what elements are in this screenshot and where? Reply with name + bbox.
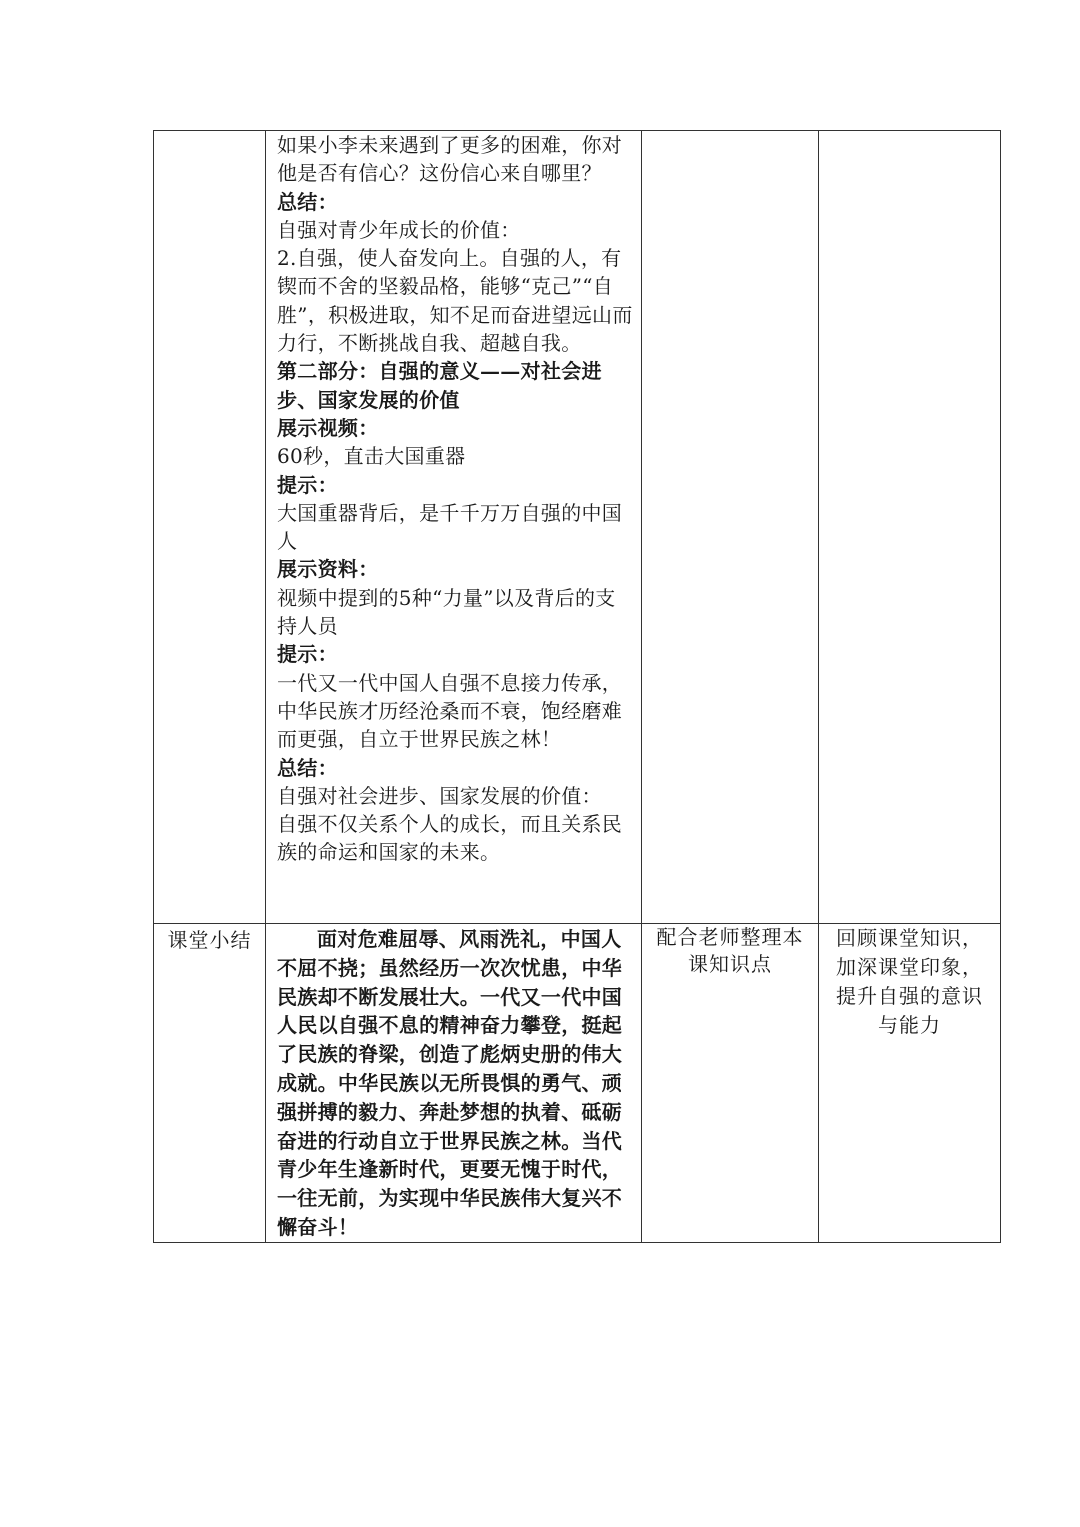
phase-label-class-summary: 课堂小结 <box>154 924 266 1243</box>
design-intent-line: 与能力 <box>878 1013 941 1037</box>
paragraph: 自强对社会进步、国家发展的价值： <box>277 783 602 808</box>
design-intent-line: 提升自强的意识 <box>836 984 983 1008</box>
paragraph: 大国重器背后，是千千万万自强的中国人 <box>277 500 623 554</box>
table-row-summary <box>154 924 1001 1243</box>
student-activity-line: 配合老师整理本 <box>656 925 804 949</box>
teacher-activity-cell <box>266 131 642 924</box>
paragraph: 2.自强，使人奋发向上。自强的人，有锲而不舍的坚毅品格，能够“克己”“自胜”，积极进取，知不足而奋进望远山而力行，不断挑战自我、超越自我。 <box>277 246 633 356</box>
paragraph: 一代又一代中国人自强不息接力传承，中华民族才历经沧桑而不衰，饱经磨难而更强，自立于世界民族之林！ <box>277 670 623 752</box>
heading-hint: 提示： <box>277 472 338 497</box>
student-activity-line: 课知识点 <box>688 952 772 976</box>
teacher-activity-text <box>266 131 641 867</box>
lesson-plan-table <box>153 130 1001 1243</box>
heading-hint: 提示： <box>277 642 338 667</box>
heading-show-material: 展示资料： <box>277 557 379 582</box>
design-intent-cell-empty <box>819 131 1001 924</box>
paragraph: 自强不仅关系个人的成长，而且关系民族的命运和国家的未来。 <box>277 812 623 865</box>
heading-show-video: 展示视频： <box>277 415 379 440</box>
heading-summary: 总结： <box>277 755 338 780</box>
summary-text: 面对危难屈辱、风雨洗礼，中国人不屈不挠；虽然经历一次次忧患，中华民族却不断发展壮大。一代又一代中国人民以自强不息的精神奋力攀登，挺起了民族的脊梁，创造了彪炳史册的伟大成就。中华民族以无所畏惧的勇气、顽强拼搏的毅力、奔赴梦想的执着、砥砺奋进的行动自立于世界民族之林。当代青少年生逢新时代，更要无愧于时代，一往无前，为实现中华民族伟大复兴不懈奋斗！ <box>277 927 623 1239</box>
student-activity-cell-empty <box>642 131 819 924</box>
heading-part-two: 第二部分：自强的意义——对社会进步、国家发展的价值 <box>277 359 602 412</box>
design-intent-line: 加深课堂印象， <box>836 955 983 979</box>
paragraph: 60秒，直击大国重器 <box>277 444 466 469</box>
paragraph: 自强对青少年成长的价值： <box>277 217 521 242</box>
paragraph: 视频中提到的5种“力量”以及背后的支持人员 <box>277 585 616 639</box>
paragraph: 如果小李未来遇到了更多的困难，你对他是否有信心？这份信心来自哪里？ <box>277 133 623 186</box>
heading-summary: 总结： <box>277 189 338 214</box>
design-intent-cell <box>819 924 1001 1243</box>
table-row-continued <box>154 131 1001 924</box>
design-intent-line: 回顾课堂知识， <box>836 926 983 950</box>
student-activity-cell <box>642 924 819 1243</box>
phase-cell-empty <box>154 131 266 924</box>
summary-text-cell <box>266 924 642 1243</box>
